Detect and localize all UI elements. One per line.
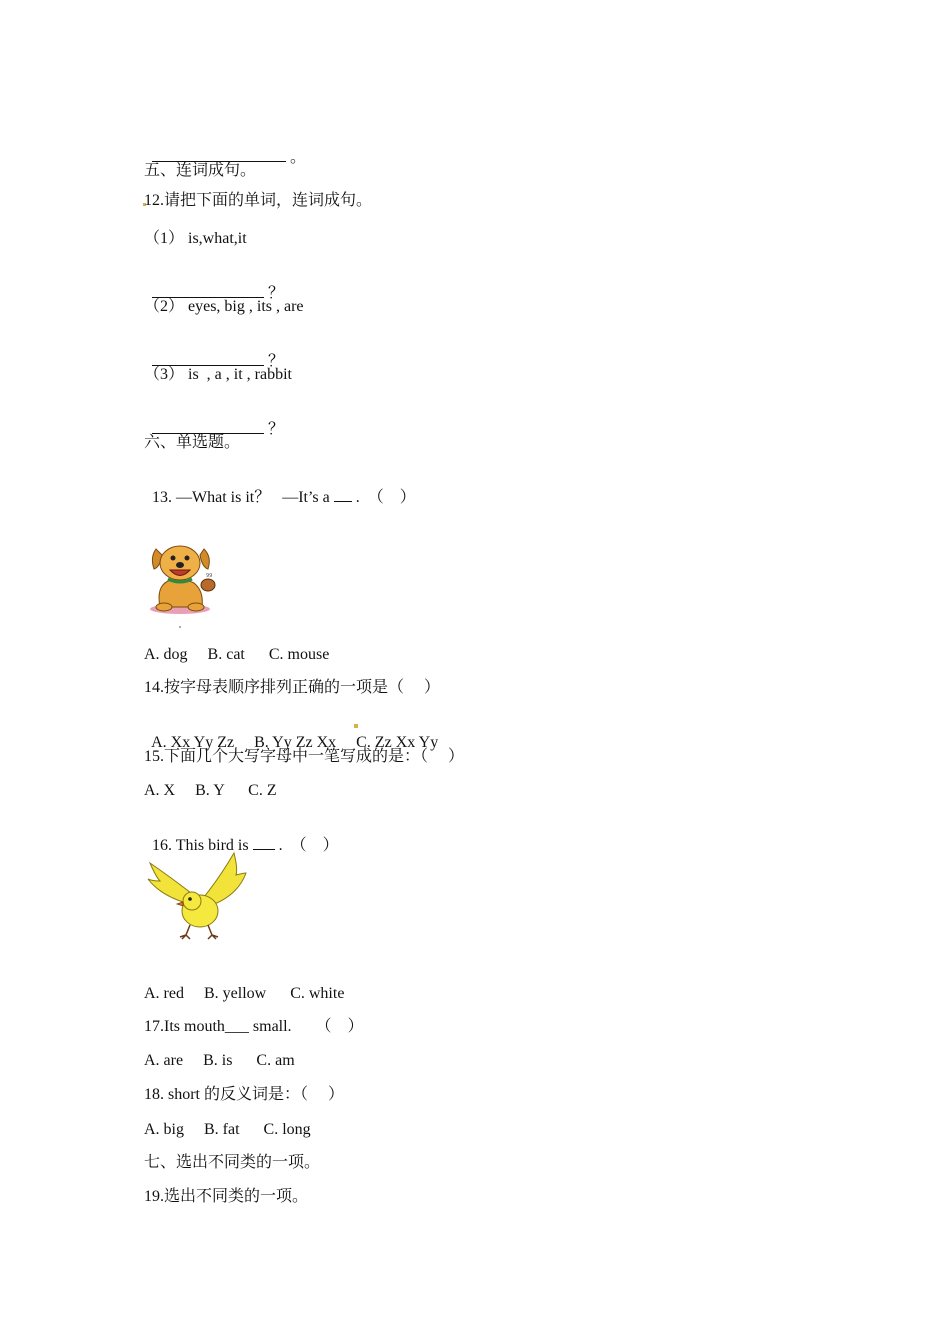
q14-options-ab: A. Xx Yy Zz B. Yy Zz Xx xyxy=(151,734,337,751)
answer-blank xyxy=(152,147,286,162)
period: 。 xyxy=(290,149,307,166)
svg-text:99: 99 xyxy=(206,573,213,579)
q13-stem: 13. —What is it？ —It’s a xyxy=(152,489,334,506)
question-16 xyxy=(144,815,339,856)
marker-dot xyxy=(354,724,358,728)
question-mark: ？ xyxy=(268,285,285,302)
section-7-heading: 七、选出不同类的一项。 xyxy=(144,1154,321,1171)
question-13 xyxy=(144,467,416,508)
q16-options: A. red B. yellow C. white xyxy=(144,985,345,1002)
section-6-heading: 六、单选题。 xyxy=(144,434,241,451)
question-mark: ？ xyxy=(268,421,285,438)
q12-item-2-prompt: （2） eyes, big , its , are xyxy=(144,298,304,315)
section-5-heading: 五、连词成句。 xyxy=(144,162,257,179)
q13-options: A. dog B. cat C. mouse xyxy=(144,646,330,663)
q12-item-1-prompt: （1） is,what,it xyxy=(144,230,247,247)
answer-blank xyxy=(334,487,352,502)
q16-bracket: . （ ） xyxy=(274,837,339,854)
question-14: 14.按字母表顺序排列正确的一项是（ ） xyxy=(144,679,441,696)
question-15: 15.下面几个大写字母中一笔写成的是：（ ） xyxy=(144,748,465,765)
q18-options: A. big B. fat C. long xyxy=(144,1121,311,1138)
answer-blank xyxy=(152,351,264,366)
q17-options: A. are B. is C. am xyxy=(144,1052,295,1069)
question-17: 17.Its mouth___ small. （ ） xyxy=(144,1018,364,1035)
q15-options: A. X B. Y C. Z xyxy=(144,782,277,799)
yellow-bird-picture xyxy=(146,851,248,943)
question-12: 12.请把下面的单词，连词成句。 xyxy=(144,192,373,209)
answer-blank xyxy=(152,283,264,298)
question-18: 18. short 的反义词是：（ ） xyxy=(144,1086,345,1103)
dog-picture xyxy=(146,543,220,629)
answer-blank xyxy=(152,419,264,434)
answer-blank xyxy=(253,835,275,850)
q12-item-3-prompt: （3） is , a , it , rabbit xyxy=(144,366,292,383)
q14-option-c: C. Zz Xx Yy xyxy=(356,734,439,751)
question-mark: ？ xyxy=(268,353,285,370)
question-19: 19.选出不同类的一项。 xyxy=(144,1188,309,1205)
q16-stem: 16. This bird is xyxy=(152,837,253,854)
q13-bracket: . （ ） xyxy=(351,489,416,506)
